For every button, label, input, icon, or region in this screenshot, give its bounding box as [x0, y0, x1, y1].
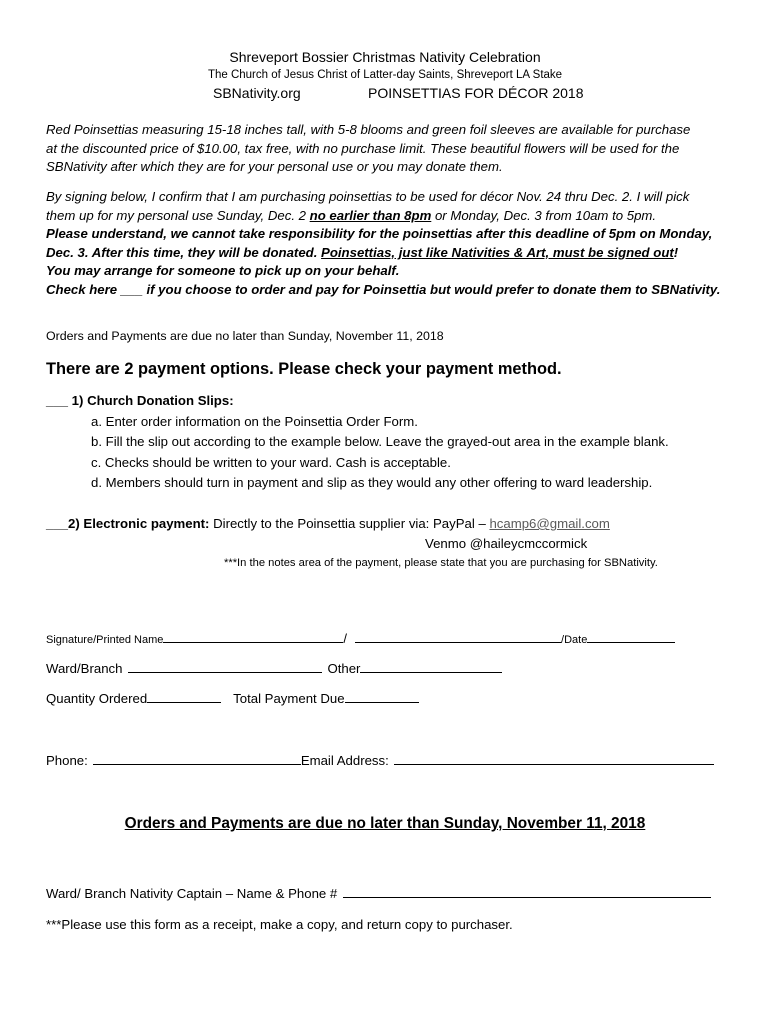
- date-field[interactable]: [587, 631, 675, 643]
- total-payment-field[interactable]: [345, 691, 419, 703]
- agreement-text: Check here: [46, 281, 121, 297]
- list-item: b. Fill the slip out according to the example below. Leave the grayed-out area in the example blank.: [91, 434, 669, 449]
- signature-label: Signature/Printed Name: [46, 634, 164, 646]
- venmo-handle: Venmo @haileycmccormick: [425, 536, 588, 551]
- option2-checkbox-blank[interactable]: ___: [46, 516, 69, 531]
- option1-checkbox-blank[interactable]: ___: [46, 393, 69, 408]
- contact-row: [46, 752, 714, 770]
- signature-slash: /: [343, 631, 348, 646]
- email-field[interactable]: [394, 753, 714, 765]
- payment-heading: There are 2 payment options. Please check your payment method.: [46, 360, 562, 378]
- signature-field[interactable]: [163, 631, 343, 643]
- donate-check-line: [46, 281, 736, 300]
- document-subtitle: The Church of Jesus Christ of Latter-day Saints, Shreveport LA Stake: [207, 69, 563, 81]
- intro-line: Red Poinsettias measuring 15-18 inches tall, with 5-8 blooms and green foil sleeves are available for purchase: [46, 122, 691, 137]
- option1-heading: [46, 392, 234, 410]
- pickup-emphasis: no earlier than 8pm: [309, 207, 432, 223]
- signout-emphasis: Poinsettias, just like Nativities & Art, must be signed out: [321, 244, 674, 260]
- phone-field[interactable]: [93, 753, 301, 765]
- paypal-email-link[interactable]: hcamp6@gmail.com: [489, 516, 610, 531]
- option2-text: Directly to the Poinsettia supplier via: PayPal –: [209, 516, 490, 531]
- footer-due-heading: Orders and Payments are due no later than Sunday, November 11, 2018: [124, 815, 646, 832]
- phone-label: Phone:: [46, 753, 88, 768]
- agreement-text: !: [673, 244, 679, 260]
- other-label: Other: [327, 661, 361, 676]
- email-label: Email Address:: [300, 753, 389, 768]
- intro-line: SBNativity after which they are for your personal use or you may donate them.: [46, 159, 503, 175]
- list-item: c. Checks should be written to your ward. Cash is acceptable.: [91, 455, 451, 470]
- document-title: Shreveport Bossier Christmas Nativity Celebration: [229, 49, 541, 65]
- quantity-row: [46, 690, 419, 708]
- option2-label: 2) Electronic payment:: [68, 516, 210, 531]
- quantity-label: Quantity Ordered: [46, 691, 148, 706]
- agreement-warning-line: Please understand, we cannot take responsibility for the poinsettias after this deadline of 5pm on Monday,: [46, 226, 713, 242]
- agreement-paragraph: [46, 188, 736, 300]
- intro-line: at the discounted price of $10.00, tax free, with no purchase limit. These beautiful flowers will be used for the: [46, 140, 680, 156]
- agreement-text: if you choose to order and pay for Poinsettia but would prefer to donate them to SBNativity.: [142, 281, 721, 297]
- agreement-text: them up for my personal use Sunday, Dec. 2: [46, 207, 310, 223]
- payment-notes-instruction: ***In the notes area of the payment, please state that you are purchasing for SBNativity.: [224, 557, 658, 569]
- due-note: Orders and Payments are due no later than Sunday, November 11, 2018: [46, 329, 444, 343]
- date-label: /Date: [561, 634, 588, 646]
- total-payment-label: Total Payment Due: [233, 691, 345, 706]
- list-item: a. Enter order information on the Poinsettia Order Form.: [91, 414, 418, 429]
- list-item: d. Members should turn in payment and slip as they would any other offering to ward leadership.: [91, 475, 653, 490]
- agreement-warning-line: [46, 244, 736, 263]
- ward-row: [46, 660, 502, 678]
- receipt-note: ***Please use this form as a receipt, make a copy, and return copy to purchaser.: [46, 917, 513, 932]
- agreement-text: Dec. 3. After this time, they will be donated.: [46, 244, 322, 260]
- captain-field[interactable]: [343, 886, 711, 898]
- printed-name-field[interactable]: [355, 631, 561, 643]
- signature-row: [46, 630, 675, 648]
- intro-paragraph: [46, 121, 736, 177]
- ward-label: Ward/Branch: [46, 661, 123, 676]
- website-label: SBNativity.org: [213, 85, 301, 101]
- other-field[interactable]: [360, 661, 502, 673]
- option1-label: 1) Church Donation Slips:: [68, 393, 234, 408]
- agreement-text: or Monday, Dec. 3 from 10am to 5pm.: [431, 207, 657, 223]
- agreement-line: [46, 207, 736, 226]
- donate-checkbox-blank[interactable]: ___: [120, 281, 143, 297]
- option2-line: [46, 515, 610, 533]
- ward-field[interactable]: [128, 661, 322, 673]
- captain-row: [46, 885, 711, 903]
- captain-label: Ward/ Branch Nativity Captain – Name & Phone #: [46, 886, 338, 901]
- agreement-line: You may arrange for someone to pick up on your behalf.: [46, 263, 400, 279]
- agreement-line: By signing below, I confirm that I am purchasing poinsettias to be used for décor Nov. 24 thru Dec. 2. I will pick: [46, 189, 690, 204]
- quantity-field[interactable]: [147, 691, 221, 703]
- form-title: POINSETTIAS FOR DÉCOR 2018: [368, 85, 584, 101]
